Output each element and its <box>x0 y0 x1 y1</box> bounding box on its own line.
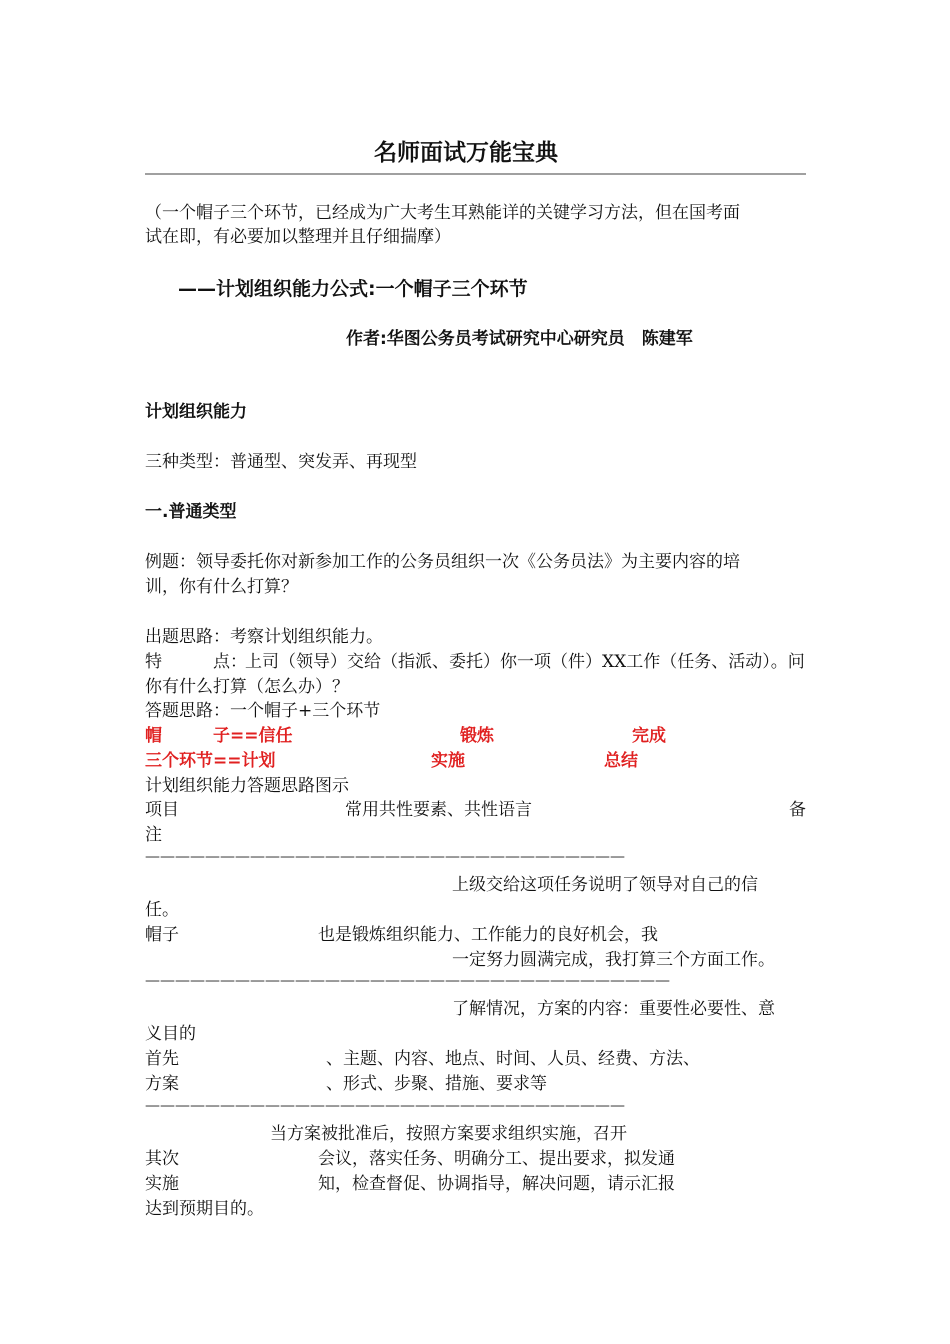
page-title: 名师面试万能宝典 <box>374 140 558 166</box>
hat-line-1: 上级交给这项任务说明了领导对自己的信 <box>452 875 758 895</box>
plan-line-3: 、主题、内容、地点、时间、人员、经费、方法、 <box>326 1049 700 1069</box>
plan-line-2: 义目的 <box>145 1024 196 1044</box>
hat-line-3: 也是锻炼组织能力、工作能力的良好机会，我 <box>318 925 658 945</box>
red-row1-a: 帽 子==信任 <box>145 726 293 746</box>
red-row2-b: 实施 <box>431 751 465 771</box>
hat-line-2: 任。 <box>145 900 179 920</box>
chuti-line: 出题思路：考察计划组织能力。 <box>145 627 383 647</box>
divider-2: ——————————————————————————————————— <box>145 971 670 989</box>
tedian-label: 特 点： <box>145 652 247 672</box>
divider-1: ———————————————————————————————— <box>145 847 625 865</box>
subtitle: ——计划组织能力公式:一个帽子三个环节 <box>178 278 528 300</box>
author-line: 作者:华图公务员考试研究中心研究员 陈建军 <box>346 329 693 349</box>
intro-line-2: 试在即，有必要加以整理并且仔细揣摩） <box>145 227 451 247</box>
example-line-2: 训，你有什么打算？ <box>145 577 298 597</box>
hat-label: 帽子 <box>145 925 179 945</box>
plan-line-1: 了解情况，方案的内容：重要性必要性、意 <box>452 999 775 1019</box>
tedian-line-2: 你有什么打算（怎么办）？ <box>145 677 349 697</box>
plan-label-2: 方案 <box>145 1074 179 1094</box>
dati-line: 答题思路：一个帽子+三个环节 <box>145 701 381 721</box>
red-row2-c: 总结 <box>604 751 638 771</box>
section-heading: 计划组织能力 <box>145 402 247 422</box>
red-row1-c: 完成 <box>632 726 666 746</box>
impl-line-2: 会议，落实任务、明确分工、提出要求，拟发通 <box>318 1149 675 1169</box>
types-line: 三种类型：普通型、突发弄、再现型 <box>145 452 417 472</box>
tedian-text: 上司（领导）交给（指派、委托）你一项（件）XX工作（任务、活动）。问 <box>245 652 805 672</box>
hat-line-4: 一定努力圆满完成，我打算三个方面工作。 <box>452 950 775 970</box>
table-header-col3b: 注 <box>145 825 162 845</box>
divider-3: ———————————————————————————————— <box>145 1096 625 1114</box>
impl-line-3: 知，检查督促、协调指导，解决问题，请示汇报 <box>318 1174 675 1194</box>
title-rule <box>145 173 806 175</box>
part1-heading: 一.普通类型 <box>145 502 237 522</box>
table-header-col2: 常用共性要素、共性语言 <box>345 800 532 820</box>
diagram-caption: 计划组织能力答题思路图示 <box>145 776 349 796</box>
intro-line-1: （一个帽子三个环节，已经成为广大考生耳熟能详的关键学习方法，但在国考面 <box>145 203 740 223</box>
impl-line-1: 当方案被批准后，按照方案要求组织实施，召开 <box>270 1124 627 1144</box>
table-header-col3: 备 <box>789 800 806 820</box>
red-row1-b: 锻炼 <box>460 726 494 746</box>
red-row2-a: 三个环节==计划 <box>145 751 276 771</box>
plan-line-4: 、形式、步聚、措施、要求等 <box>326 1074 547 1094</box>
impl-label-2: 实施 <box>145 1174 179 1194</box>
impl-line-4: 达到预期目的。 <box>145 1199 264 1219</box>
table-header-col1: 项目 <box>145 800 179 820</box>
example-line-1: 例题：领导委托你对新参加工作的公务员组织一次《公务员法》为主要内容的培 <box>145 552 740 572</box>
plan-label-1: 首先 <box>145 1049 179 1069</box>
impl-label-1: 其次 <box>145 1149 179 1169</box>
